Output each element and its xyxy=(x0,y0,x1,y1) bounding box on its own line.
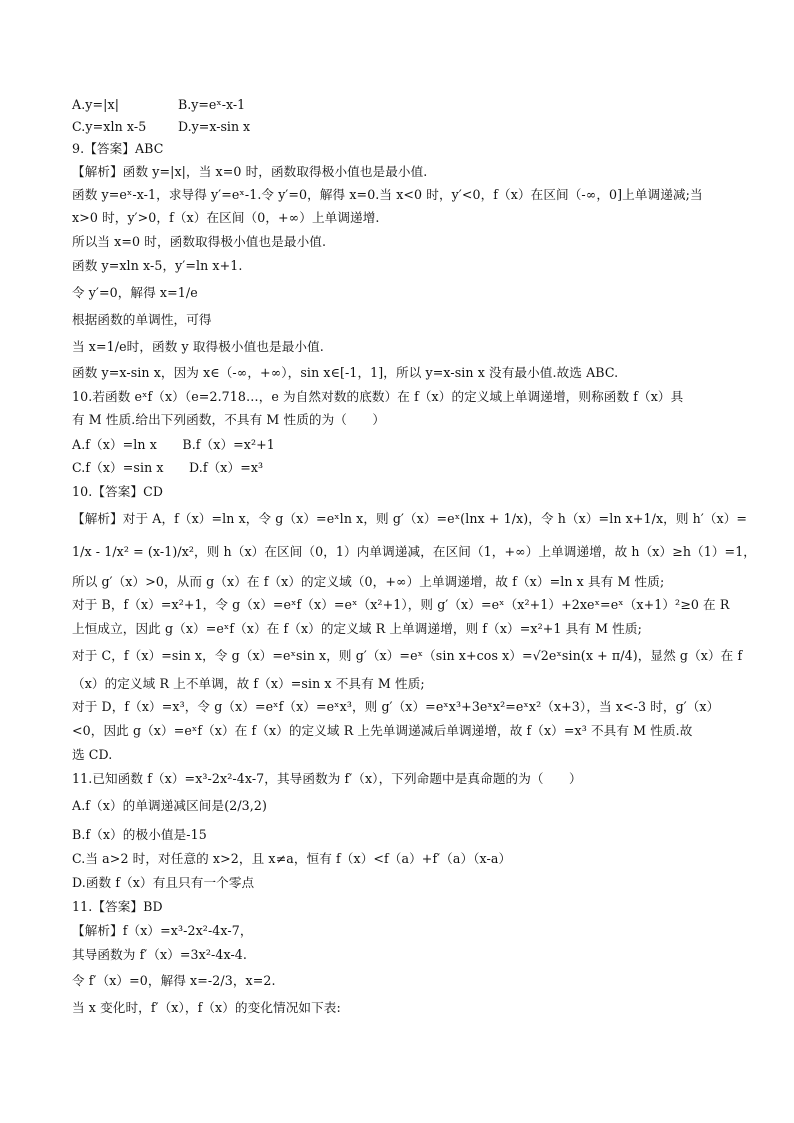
analysis-line: 当 x 变化时，f′（x），f（x）的变化情况如下表: xyxy=(72,1000,341,1015)
q8-option-c: C.y=xln x-5 xyxy=(72,119,147,134)
analysis-line: 1/x - 1/x² = (x-1)/x²，则 h（x）在区间（0，1）内单调递减，在区间（1，+∞）上单调递增，故 h（x）≥h（1）=1， xyxy=(72,544,756,559)
analysis-line: <0，因此 g（x）=eˣf（x）在 f（x）的定义域 R 上先单调递减后单调递增，故 f（x）=x³ 不具有 M 性质.故 xyxy=(72,723,693,738)
analysis-line: 对于 B，f（x）=x²+1，令 g（x）=eˣf（x）=eˣ（x²+1），则 g′（x）=eˣ（x²+1）+2xeˣ=eˣ（x+1）²≥0 在 R xyxy=(72,597,730,612)
question-10-stem: 10.若函数 eˣf（x）（e=2.718…，e 为自然对数的底数）在 f（x）的定义域上单调递增，则称函数 f（x）具 xyxy=(72,389,684,404)
question-11-option-b: B.f（x）的极小值是-15 xyxy=(72,827,207,842)
question-10-options: C.f（x）=sin x D.f（x）=x³ xyxy=(72,460,264,475)
analysis-line: 函数 y=eˣ-x-1，求导得 y′=eˣ-1.令 y′=0，解得 x=0.当 x<0 时，y′<0，f（x）在区间（-∞，0]上单调递减;当 xyxy=(72,187,703,202)
q8-option-d: D.y=x-sin x xyxy=(178,119,251,134)
analysis-line: 所以 g′（x）>0，从而 g（x）在 f（x）的定义域（0，+∞）上单调递增，故 f（x）=ln x 具有 M 性质; xyxy=(72,574,665,589)
q8-option-a: A.y=|x| xyxy=(72,97,120,112)
question-11-stem: 11.已知函数 f（x）=x³-2x²-4x-7，其导函数为 f′（x），下列命题中是真命题的为（ ） xyxy=(72,771,582,786)
q8-option-b: B.y=eˣ-x-1 xyxy=(178,97,246,112)
answer-9: 9.【答案】ABC xyxy=(72,141,164,156)
analysis-line: 【解析】对于 A，f（x）=ln x，令 g（x）=eˣln x，则 g′（x）=eˣ(lnx + 1/x)，令 h（x）=ln x+1/x，则 h′（x）= xyxy=(72,511,748,526)
analysis-line: 【解析】f（x）=x³-2x²-4x-7， xyxy=(72,923,253,938)
question-10-stem: 有 M 性质.给出下列函数，不具有 M 性质的为（ ） xyxy=(72,412,386,427)
analysis-line: 所以当 x=0 时，函数取得极小值也是最小值. xyxy=(72,234,327,249)
analysis-line: 对于 D，f（x）=x³，令 g（x）=eˣf（x）=eˣx³，则 g′（x）=eˣx³+3eˣx²=eˣx²（x+3），当 x<-3 时，g′（x） xyxy=(72,699,720,714)
question-11-option-d: D.函数 f（x）有且只有一个零点 xyxy=(72,875,255,890)
analysis-line: 上恒成立，因此 g（x）=eˣf（x）在 f（x）的定义域 R 上单调递增，则 f（x）=x²+1 具有 M 性质; xyxy=(72,621,642,636)
question-11-option-a: A.f（x）的单调递减区间是(2/3,2) xyxy=(72,798,268,813)
answer-11: 11.【答案】BD xyxy=(72,899,163,914)
analysis-line: 函数 y=xln x-5，y′=ln x+1. xyxy=(72,258,243,273)
analysis-line: 其导函数为 f′（x）=3x²-4x-4. xyxy=(72,947,248,962)
analysis-line: 令 y′=0，解得 x=1/e xyxy=(72,285,198,300)
analysis-line: 令 f′（x）=0，解得 x=-2/3，x=2. xyxy=(72,973,276,988)
analysis-line: 选 CD. xyxy=(72,747,113,762)
analysis-line: 函数 y=x-sin x，因为 x∈（-∞，+∞），sin x∈[-1，1]，所以 y=x-sin x 没有最小值.故选 ABC. xyxy=(72,365,619,380)
analysis-line: x>0 时，y′>0，f（x）在区间（0，+∞）上单调递增. xyxy=(72,210,380,225)
analysis-line: 【解析】函数 y=|x|，当 x=0 时，函数取得极小值也是最小值. xyxy=(72,164,428,179)
analysis-line: 根据函数的单调性，可得 xyxy=(72,312,212,327)
question-10-options: A.f（x）=ln x B.f（x）=x²+1 xyxy=(72,437,275,452)
analysis-line: 对于 C，f（x）=sin x，令 g（x）=eˣsin x，则 g′（x）=eˣ（sin x+cos x）=√2eˣsin(x + π/4)，显然 g（x）在 f xyxy=(72,648,743,663)
answer-10: 10.【答案】CD xyxy=(72,484,164,499)
analysis-line: 当 x=1/e时，函数 y 取得极小值也是最小值. xyxy=(72,339,324,354)
question-11-option-c: C.当 a>2 时，对任意的 x>2，且 x≠a，恒有 f（x）<f（a）+f′（a）（x-a） xyxy=(72,851,512,866)
analysis-line: （x）的定义域 R 上不单调，故 f（x）=sin x 不具有 M 性质; xyxy=(72,676,425,691)
